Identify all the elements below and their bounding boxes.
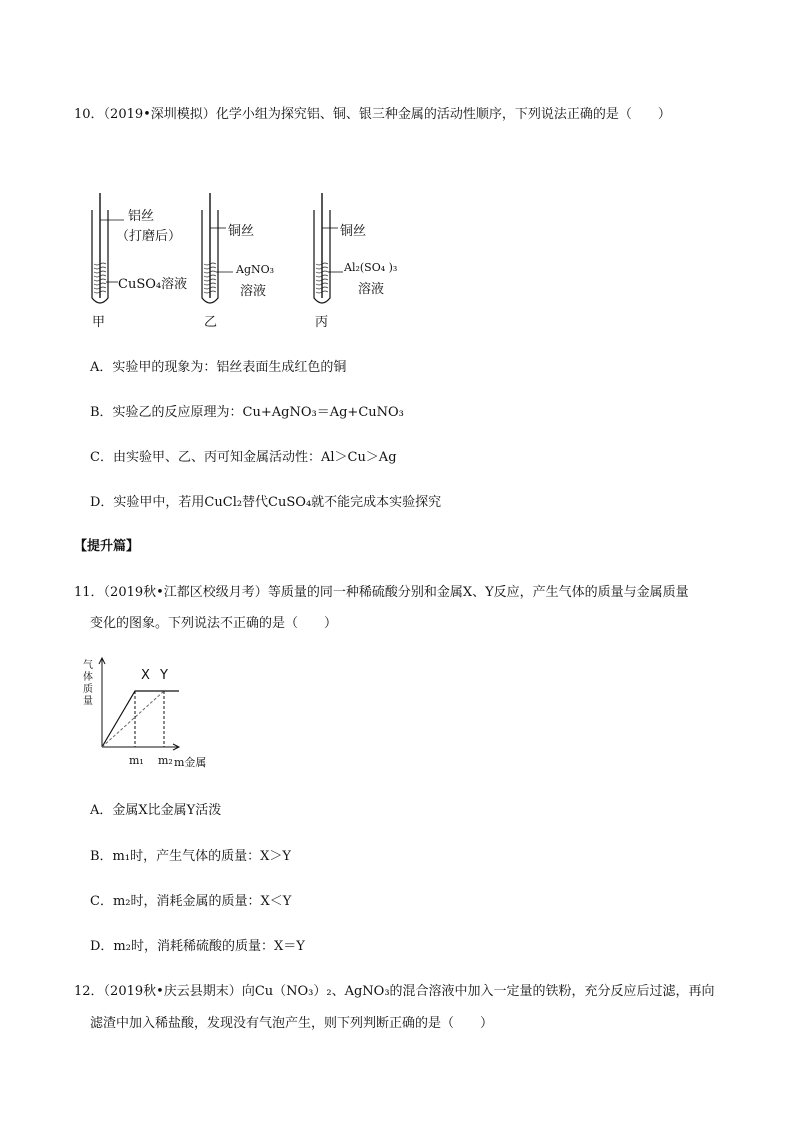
question-10-option-a: A．实验甲的现象为：铝丝表面生成红色的铜 bbox=[90, 360, 347, 375]
tube-yi-label: 铜丝 bbox=[228, 224, 255, 239]
question-11-stem-line1 bbox=[74, 581, 689, 600]
question-12-text-line1: 向Cu（NO₃）₂、AgNO₃的混合溶液中加入一定量的铁粉，充分反应后过滤，再向 bbox=[241, 984, 715, 999]
series-label-y: Y bbox=[160, 668, 168, 683]
question-12-stem-line2: 滤渣中加入稀盐酸，发现没有气泡产生，则下列判断正确的是（ ） bbox=[90, 1016, 494, 1031]
y-axis-label: 气体质量 bbox=[83, 660, 93, 707]
question-12-source: （2019秋•庆云县期末） bbox=[103, 984, 242, 999]
question-11-option-c: C．m₂时，消耗金属的质量：X＜Y bbox=[90, 894, 292, 909]
series-label-x: X bbox=[141, 668, 150, 683]
tick-m1: m₁ bbox=[129, 754, 144, 767]
question-10-option-b: B．实验乙的反应原理为：Cu+AgNO₃＝Ag+CuNO₃ bbox=[90, 405, 404, 420]
tube-bing-solution-line1: Al₂(SO₄ )₃ bbox=[344, 261, 398, 274]
tube-bing bbox=[314, 193, 343, 303]
tube-bing-label: 铜丝 bbox=[340, 224, 367, 239]
question-11-option-b: B．m₁时，产生气体的质量：X＞Y bbox=[90, 849, 291, 864]
question-12-number: 12． bbox=[74, 984, 104, 999]
question-12-stem-line1 bbox=[74, 980, 715, 999]
question-10-number: 10． bbox=[74, 107, 104, 122]
question-10-stem bbox=[74, 103, 671, 122]
question-11-option-d: D．m₂时，消耗稀硫酸的质量：X＝Y bbox=[90, 939, 305, 954]
question-10-option-d: D．实验甲中，若用CuCl₂替代CuSO₄就不能完成本实验探究 bbox=[90, 495, 442, 510]
question-10-source: （2019•深圳模拟） bbox=[103, 107, 216, 122]
tube-yi bbox=[202, 193, 233, 303]
question-10-option-c: C．由实验甲、乙、丙可知金属活动性：Al＞Cu＞Ag bbox=[90, 450, 397, 465]
tube-yi-solution-line1: AgNO₃ bbox=[236, 263, 275, 276]
section-title: 【提升篇】 bbox=[74, 539, 140, 554]
tick-m2: m₂ bbox=[158, 754, 173, 767]
question-10-text: 化学小组为探究铝、铜、银三种金属的活动性顺序，下列说法正确的是（ ） bbox=[215, 107, 671, 122]
question-11-text-line1: 等质量的同一种稀硫酸分别和金属X、Y反应，产生气体的质量与金属质量 bbox=[267, 585, 689, 600]
test-tube-figure bbox=[78, 188, 418, 333]
tube-yi-solution-line2: 溶液 bbox=[240, 284, 267, 299]
question-11-source: （2019秋•江都区校级月考） bbox=[103, 585, 268, 600]
question-11-stem-line2: 变化的图象。下列说法不正确的是（ ） bbox=[90, 616, 338, 631]
x-axis-label: m金属 bbox=[174, 756, 207, 769]
question-11-number: 11． bbox=[74, 585, 104, 600]
tube-bing-solution-line2: 溶液 bbox=[358, 282, 385, 297]
tube-jia-label-line2: （打磨后） bbox=[116, 229, 182, 244]
gas-mass-graph bbox=[83, 656, 218, 774]
tube-jia-solution: CuSO₄溶液 bbox=[118, 277, 188, 292]
tube-yi-name: 乙 bbox=[204, 315, 218, 330]
question-11-option-a: A．金属X比金属Y活泼 bbox=[90, 803, 222, 818]
tube-jia-label-line1: 铝丝 bbox=[128, 209, 155, 224]
tube-bing-name: 丙 bbox=[315, 315, 329, 330]
tube-jia-name: 甲 bbox=[92, 315, 106, 330]
